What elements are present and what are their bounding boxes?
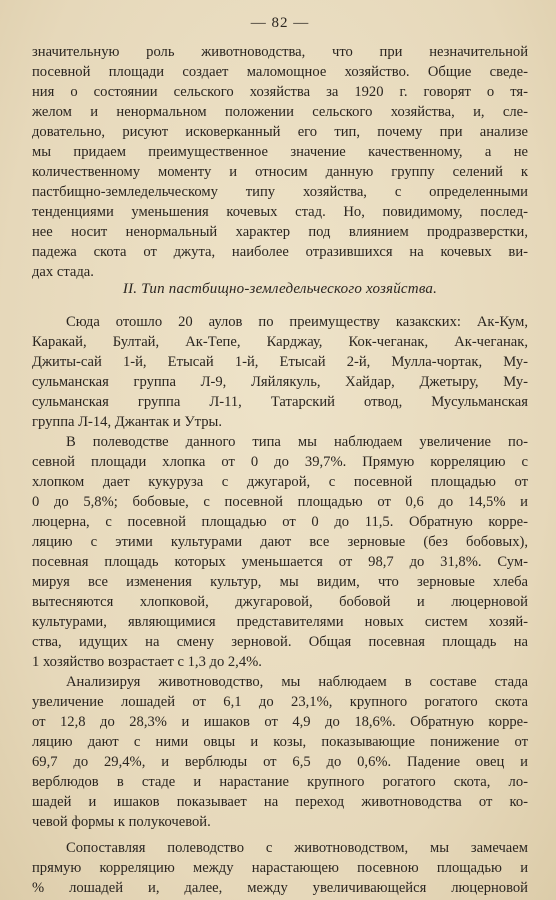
- text-line: 0 до 5,8%; бобовые, с посевной площадью от 0,6 до 14,5% и: [32, 494, 528, 510]
- text-line: посевная площадь которых уменьшается от 98,7 до 31,8%. Сум-: [32, 554, 528, 570]
- text-line: прямую корреляцию между нарастающею посевною площадью и: [32, 860, 528, 876]
- text-line: Анализируя животноводство, мы наблюдаем в составе стада: [66, 674, 528, 690]
- text-line: мы придаем преимущественное значение качественному, а не: [32, 144, 528, 160]
- text-line: падежа скота от джута, наиболее отразившихся на кочевых ви-: [32, 244, 528, 260]
- text-line: от 12,8 до 28,3% и ишаков от 4,9 до 18,6%. Обратную корре-: [32, 714, 528, 730]
- text-line: шадей и ишаков показывает на переход животноводства от ко-: [32, 794, 528, 810]
- text-line: сульманская группа Л-9, Ляйлякуль, Хайдар, Джетыру, Му-: [32, 374, 528, 390]
- document-page: [32, 0, 528, 900]
- text-line: количественному моменту и относим данную группу селений к: [32, 164, 528, 180]
- text-line: культурами, являющимися представителями новых систем хозяй-: [32, 614, 528, 630]
- text-line: хлопком дает кукуруза с джугарой, с посевной площадью от: [32, 474, 528, 490]
- text-line: ляцию с этими культурами дают все зерновые (без бобовых),: [32, 534, 528, 550]
- text-line: Сюда отошло 20 аулов по преимуществу казакских: Ак-Кум,: [66, 314, 528, 330]
- text-line: желом и ненормальном положении сельского хозяйства, и, сле-: [32, 104, 528, 120]
- text-line: мируя все изменения культур, мы видим, что зерновые хлеба: [32, 574, 528, 590]
- text-line: ства, идущих на смену зерновой. Общая посевная площадь на: [32, 634, 528, 650]
- text-line: посевной площади создает маломощное хозяйство. Общие сведе-: [32, 64, 528, 80]
- text-line: тенденциями уменьшения кочевых стад. Но, повидимому, послед-: [32, 204, 528, 220]
- text-line: чевой формы к полукочевой.: [32, 814, 211, 830]
- text-line: ния о состоянии сельского хозяйства за 1920 г. говорят о тя-: [32, 84, 528, 100]
- text-line: Каракай, Бултай, Ак-Тепе, Карджау, Кок-чеганак, Ак-чеганак,: [32, 334, 528, 350]
- text-line: дах стада.: [32, 264, 94, 280]
- text-line: люцерна, с посевной площадью от 0 до 11,5. Обратную корре-: [32, 514, 528, 530]
- text-line: увеличение лошадей от 6,1 до 23,1%, крупного рогатого скота: [32, 694, 528, 710]
- page-number: — 82 —: [250, 15, 310, 31]
- text-line: верблюдов в стаде и нарастание крупного рогатого скота, ло-: [32, 774, 528, 790]
- text-line: пастбищно-земледельческому типу хозяйства, с определенными: [32, 184, 528, 200]
- text-line: вытесняются хлопковой, джугаровой, бобовой и люцерновой: [32, 594, 528, 610]
- text-line: сульманская группа Л-11, Татарский отвод, Мусульманская: [32, 394, 528, 410]
- text-line: Сопоставляя полеводство с животноводством, мы замечаем: [66, 840, 528, 856]
- text-line: ляцию дают с ними овцы и козы, показывающие понижение от: [32, 734, 528, 750]
- text-line: В полеводстве данного типа мы наблюдаем увеличение по-: [66, 434, 528, 450]
- text-line: севной площади хлопка от 0 до 39,7%. Прямую корреляцию с: [32, 454, 528, 470]
- text-line: 69,7 до 29,4%, и верблюды от 6,5 до 0,6%. Падение овец и: [32, 754, 528, 770]
- text-line: группа Л-14, Джантак и Утры.: [32, 414, 222, 430]
- text-line: 1 хозяйство возрастает с 1,3 до 2,4%.: [32, 654, 262, 670]
- text-line: Джиты-сай 1-й, Етысай 1-й, Етысай 2-й, Мулла-чортак, Му-: [32, 354, 528, 370]
- text-line: значительную роль животноводства, что при незначительной: [32, 44, 528, 60]
- text-line: % лошадей и, далее, между увеличивающейся люцерновой: [32, 880, 528, 896]
- section-heading: II. Тип пастбищно-земледельческого хозяйства.: [122, 281, 438, 297]
- text-line: нее носит ненормальный характер под влиянием продразверстки,: [32, 224, 528, 240]
- text-line: довательно, рисуют исковерканный его тип, почему при анализе: [32, 124, 528, 140]
